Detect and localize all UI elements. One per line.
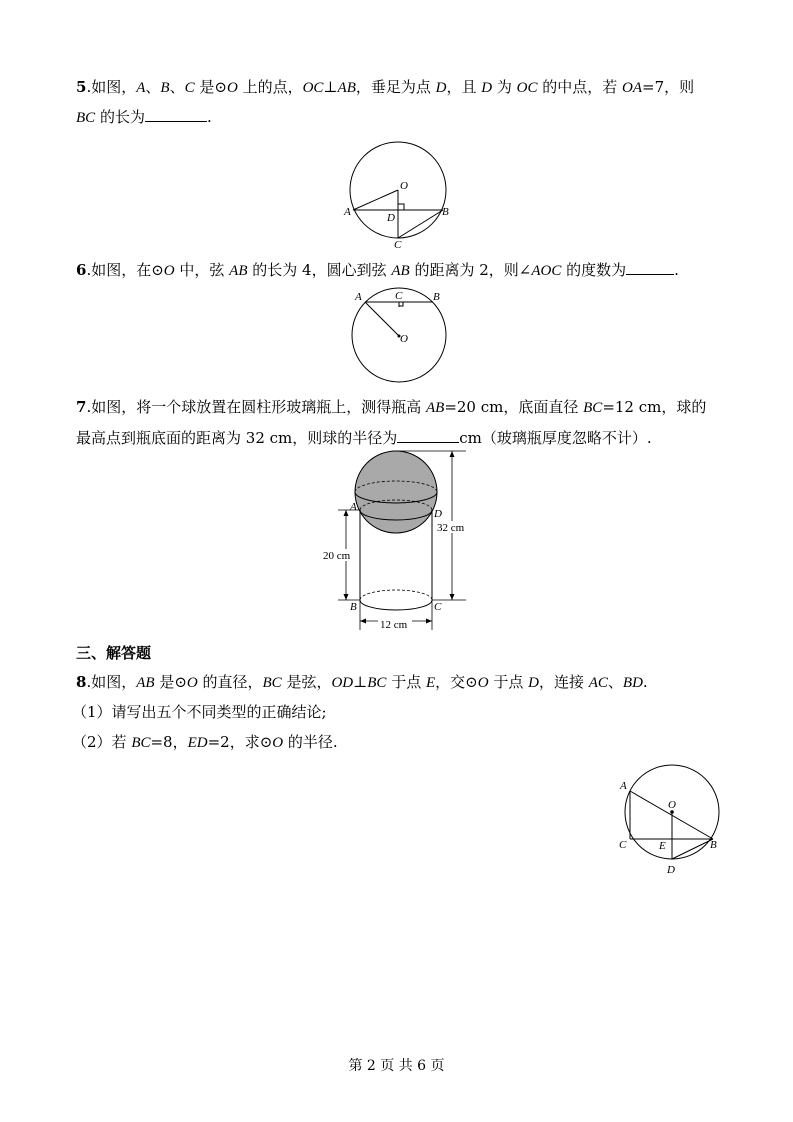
q7-label-c: C <box>434 601 442 613</box>
q7-label-32cm: 32 cm <box>437 522 465 534</box>
q5-text: ，且 <box>446 78 482 96</box>
q8-var-ed: ED <box>187 735 208 751</box>
q8-var-o: O <box>186 675 198 691</box>
q5-var-d: D <box>435 80 447 96</box>
q6-answer-blank[interactable] <box>626 258 674 275</box>
q7-text: .如图，将一个球放置在圆柱形玻璃瓶上，测得瓶高 <box>86 398 426 416</box>
q5-text: =7，则 <box>642 78 695 96</box>
q5-text: 、 <box>169 78 185 96</box>
q6-number: 6 <box>76 261 87 279</box>
q5-var-ab: AB <box>337 80 356 96</box>
q6-segment-ao <box>365 302 399 336</box>
section-heading: 三、解答题 <box>76 644 152 662</box>
q5-text: 上的点， <box>237 78 303 96</box>
q6-label-b: B <box>433 291 440 303</box>
q8-text: 于点 <box>386 673 426 691</box>
q7-label-a: A <box>350 501 357 513</box>
q7-text: =12 cm，球的 <box>602 398 707 416</box>
q7-label-d: D <box>434 508 442 520</box>
q7-dim-12-arrow-right <box>426 619 432 624</box>
q5-segment-oa <box>353 190 398 210</box>
q5-var-c: C <box>184 80 195 96</box>
q8-line-1 <box>76 671 648 694</box>
q5-label-d: D <box>387 212 395 224</box>
q5-var-o: O <box>226 80 238 96</box>
q8-label-e: E <box>659 840 666 852</box>
q8-text: （2）若 <box>72 733 132 751</box>
q5-segment-bc <box>398 210 443 238</box>
q5-var-oc: OC <box>516 80 538 96</box>
q8-var-o: O <box>272 735 284 751</box>
q8-var-ac: AC <box>588 675 608 691</box>
q8-segment-bd <box>672 839 713 859</box>
q7-label-20cm: 20 cm <box>323 550 351 562</box>
q6-var-ab: AB <box>391 263 410 279</box>
q7-cylinder-bottom-front <box>360 600 432 610</box>
q6-text: .如图，在⊙ <box>86 261 164 279</box>
q8-text: 的直径， <box>197 673 263 691</box>
q5-line-1 <box>76 76 694 99</box>
q8-text: =8， <box>150 733 188 751</box>
q5-var-oc: OC <box>302 80 324 96</box>
q6-text: . <box>674 261 679 279</box>
q7-text: cm（玻璃瓶厚度忽略不计）. <box>459 429 652 447</box>
q8-text: 于点 <box>488 673 529 691</box>
q5-text: 的长为 <box>95 108 145 126</box>
q7-text: =20 cm，底面直径 <box>444 398 584 416</box>
q5-text: ，垂足为点 <box>355 78 436 96</box>
q7-answer-blank[interactable] <box>397 426 459 443</box>
q7-ball <box>355 451 437 533</box>
q5-label-a: A <box>344 206 351 218</box>
q8-text: ⊥ <box>353 673 368 691</box>
q8-label-o: O <box>668 799 676 811</box>
q5-var-oa: OA <box>622 80 643 96</box>
q5-text: 为 <box>492 78 517 96</box>
q8-text: 是⊙ <box>154 673 187 691</box>
q6-var-ab: AB <box>229 263 248 279</box>
q6-label-o: O <box>400 333 408 345</box>
q8-text: 、 <box>607 673 623 691</box>
q8-var-bd: BD <box>622 675 643 691</box>
q7-text: 最高点到瓶底面的距离为 32 cm，则球的半径为 <box>76 429 398 447</box>
q8-var-bc: BC <box>367 675 387 691</box>
q5-label-b: B <box>442 206 449 218</box>
q6-text: 的长为 4，圆心到弦 <box>247 261 392 279</box>
q5-right-angle <box>398 204 404 210</box>
q6-text: 的距离为 2，则∠ <box>409 261 532 279</box>
q6-var-o: O <box>163 263 175 279</box>
q7-dim-32-arrow-bottom <box>450 594 455 600</box>
q5-label-o: O <box>400 180 408 192</box>
q5-var-a: A <box>136 80 146 96</box>
q7-dim-20-arrow-bottom <box>344 594 349 600</box>
q6-right-angle <box>399 302 403 306</box>
q8-var-o: O <box>477 675 489 691</box>
q8-text: =2，求⊙ <box>207 733 273 751</box>
q7-var-ab: AB <box>425 400 445 416</box>
q7-figure <box>318 448 478 636</box>
q5-text: . <box>206 108 212 126</box>
q8-var-ab: AB <box>136 675 155 691</box>
q8-var-e: E <box>425 675 436 691</box>
q5-line-2 <box>76 105 212 129</box>
q8-part-2 <box>72 731 338 754</box>
page-footer: 第 2 页 共 6 页 <box>348 1058 445 1074</box>
q8-text: ，交⊙ <box>435 673 478 691</box>
q5-var-d: D <box>481 80 493 96</box>
q5-var-b: B <box>160 80 170 96</box>
q8-text: . <box>642 673 648 691</box>
q8-part-1: （1）请写出五个不同类型的正确结论; <box>72 703 327 721</box>
q6-label-c: C <box>395 290 403 302</box>
q8-label-d: D <box>667 864 675 876</box>
q5-figure <box>330 140 470 255</box>
q6-figure <box>340 285 460 387</box>
q6-var-aoc: AOC <box>531 263 562 279</box>
q5-text: 、 <box>145 78 161 96</box>
q5-answer-blank[interactable] <box>145 105 207 122</box>
q8-label-c: C <box>619 839 627 851</box>
q5-var-bc: BC <box>76 110 96 126</box>
q7-line-1 <box>76 396 706 419</box>
q5-text: ⊥ <box>323 78 338 96</box>
q8-label-b: B <box>710 839 717 851</box>
q7-line-2 <box>76 426 652 449</box>
q7-cylinder-bottom-back <box>360 590 432 600</box>
q6-text: 中，弦 <box>174 261 230 279</box>
q7-dim-32-arrow-top <box>450 451 455 457</box>
q8-label-a: A <box>620 780 627 792</box>
q8-text: .如图， <box>86 673 137 691</box>
q7-dim-12-arrow-left <box>360 619 366 624</box>
q7-label-b: B <box>350 601 357 613</box>
q5-text: 的中点，若 <box>537 78 623 96</box>
q6-text: 的度数为 <box>561 261 627 279</box>
q8-var-d: D <box>528 675 539 691</box>
q8-text: 的半径. <box>283 733 338 751</box>
q7-number: 7 <box>76 398 87 416</box>
q8-number: 8 <box>76 673 87 691</box>
q6-line-1 <box>76 258 679 282</box>
q8-var-od: OD <box>331 675 354 691</box>
q5-text: .如图， <box>86 78 137 96</box>
q5-text: 是⊙ <box>194 78 227 96</box>
q7-var-bc: BC <box>583 400 603 416</box>
q8-figure <box>612 760 727 878</box>
q7-label-12cm: 12 cm <box>380 619 408 631</box>
q5-number: 5 <box>76 78 87 96</box>
q6-label-a: A <box>355 291 362 303</box>
q8-text: 是弦， <box>281 673 332 691</box>
q5-label-c: C <box>394 239 402 251</box>
q8-var-bc: BC <box>131 735 151 751</box>
q8-var-bc: BC <box>262 675 282 691</box>
q8-text: ，连接 <box>538 673 589 691</box>
q7-dim-20-arrow-top <box>344 510 349 516</box>
